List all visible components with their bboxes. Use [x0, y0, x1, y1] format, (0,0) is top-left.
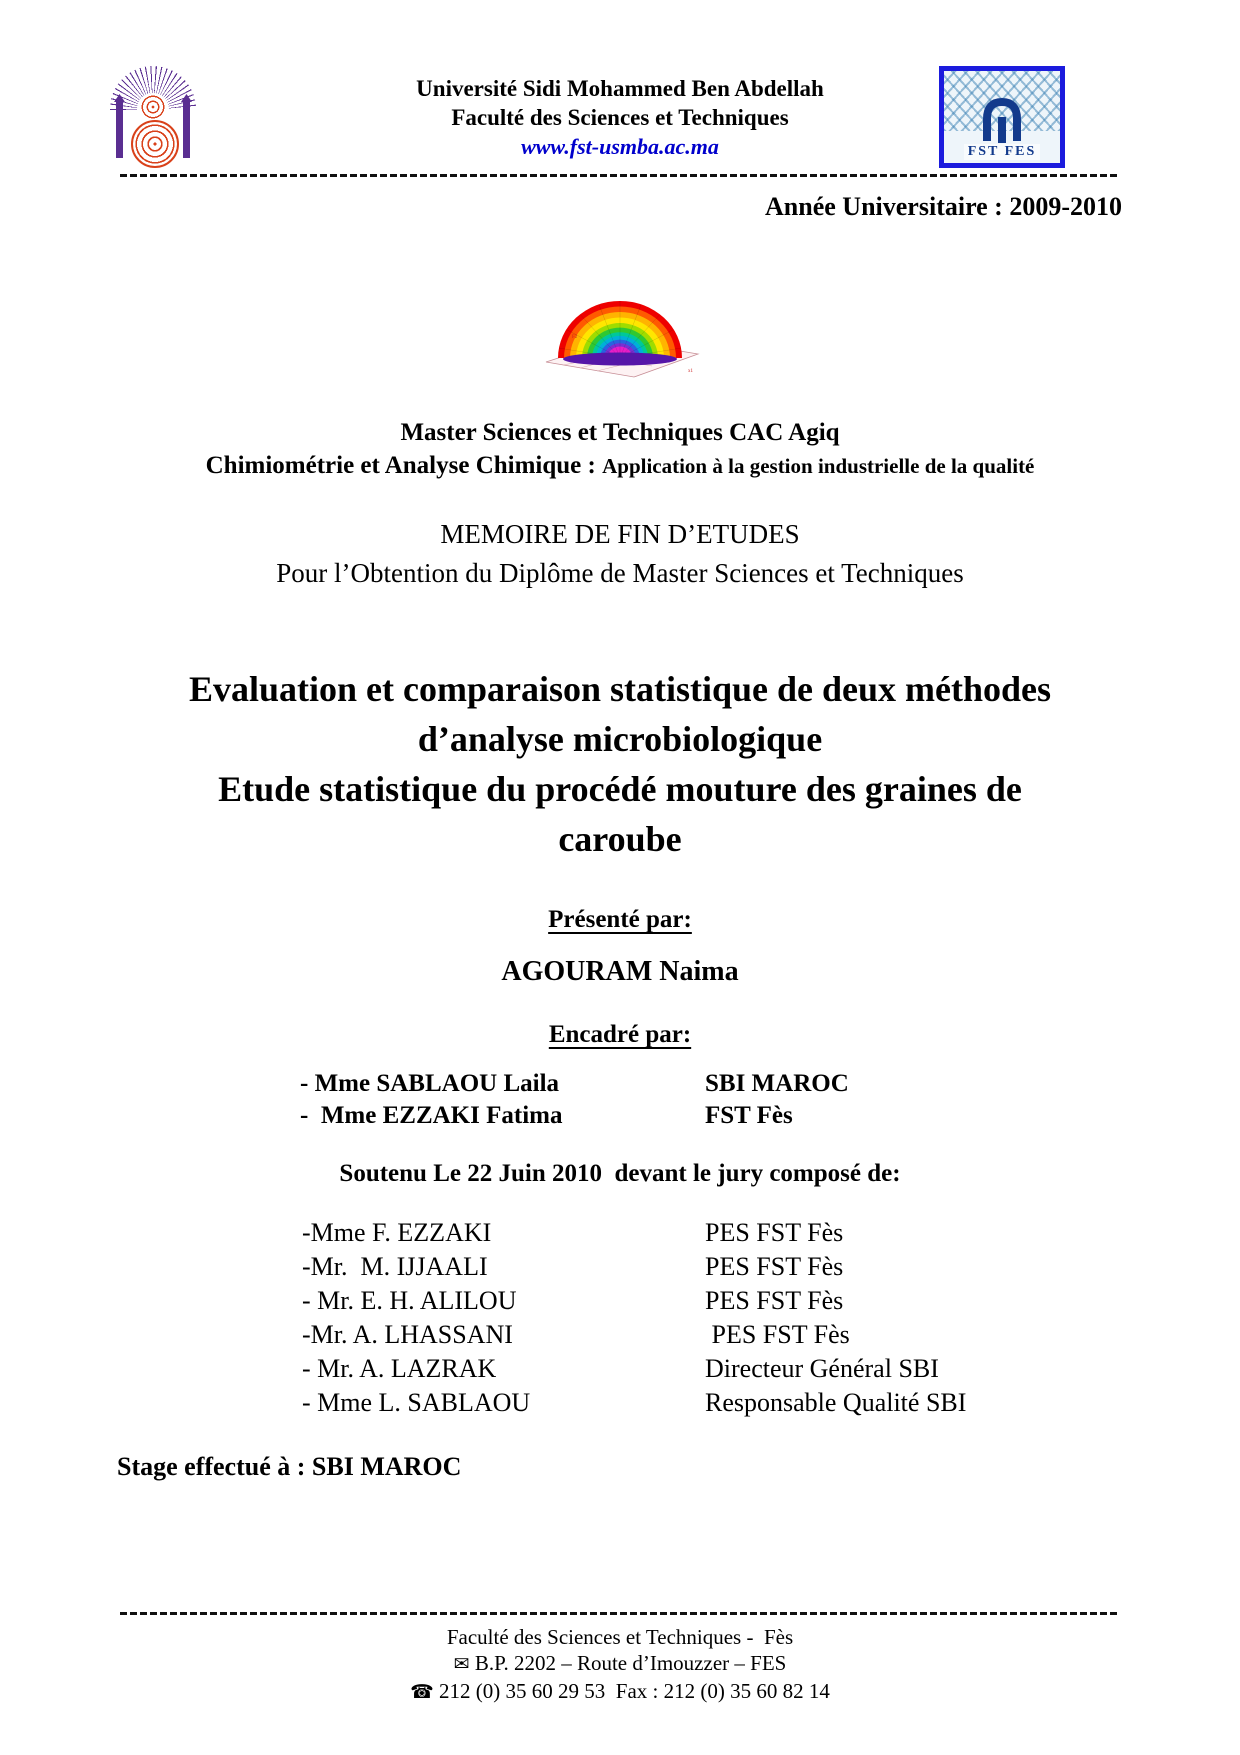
- fst-arch-icon: [975, 95, 1029, 143]
- jury-row: [302, 1286, 966, 1320]
- jury-member-name: -Mme F. EZZAKI: [302, 1218, 492, 1247]
- supervised-by-label: Encadré par:: [548, 1021, 692, 1048]
- jury-row: [302, 1320, 966, 1354]
- jury-member-name: - Mr. A. LAZRAK: [302, 1354, 497, 1383]
- faculty-name: Faculté des Sciences et Techniques: [451, 105, 789, 130]
- jury-member-role: PES FST Fès: [705, 1286, 844, 1315]
- thesis-title-line1: Evaluation et comparaison statistique de deux méthodes: [188, 669, 1052, 709]
- program-subtitle: [0, 452, 1240, 480]
- jury-list: [302, 1218, 966, 1422]
- thesis-title: [0, 664, 1240, 864]
- advisors-list: [300, 1070, 849, 1134]
- jury-member-name: -Mr. A. LHASSANI: [302, 1320, 513, 1349]
- author-name: AGOURAM Naima: [501, 956, 739, 987]
- jury-member-role: Directeur Général SBI: [705, 1354, 939, 1383]
- thesis-title-line2: d’analyse microbiologique: [417, 719, 823, 759]
- jury-row: [302, 1354, 966, 1388]
- program-title: Master Sciences et Techniques CAC Agiq: [400, 419, 840, 446]
- advisor-row: [300, 1070, 849, 1102]
- memoire-heading: MEMOIRE DE FIN D’ETUDES: [440, 519, 800, 549]
- jury-member-name: - Mme L. SABLAOU: [302, 1388, 531, 1417]
- phone-icon: ☎: [410, 1682, 434, 1703]
- jury-member-role: PES FST Fès: [705, 1218, 844, 1247]
- jury-row: [302, 1388, 966, 1422]
- advisor-name: - Mme SABLAOU Laila: [300, 1070, 560, 1097]
- thesis-title-line4: caroube: [558, 819, 682, 859]
- defense-statement: Soutenu Le 22 Juin 2010 devant le jury composé de:: [339, 1160, 901, 1187]
- jury-member-role: PES FST Fès: [705, 1320, 850, 1349]
- fst-logo-text: FST FES: [964, 144, 1041, 160]
- jury-row: [302, 1252, 966, 1286]
- program-subtitle-main: Chimiométrie et Analyse Chimique :: [205, 452, 603, 479]
- figure-x-axis-label: x1: [688, 369, 693, 374]
- mail-icon: ✉: [453, 1654, 470, 1675]
- figure-y-axis-label: F2: [572, 335, 578, 340]
- advisor-org: SBI MAROC: [705, 1070, 849, 1097]
- university-name: Université Sidi Mohammed Ben Abdellah: [416, 76, 824, 101]
- advisor-org: FST Fès: [705, 1102, 793, 1129]
- program-subtitle-detail: Application à la gestion industrielle de la qualité: [602, 454, 1035, 478]
- footer-divider: [120, 1612, 1120, 1615]
- footer-address-text: B.P. 2202 – Route d’Imouzzer – FES: [474, 1651, 787, 1675]
- fst-fes-logo: [939, 66, 1065, 168]
- footer-address-line: [0, 1650, 1240, 1678]
- footer-phone-line: [0, 1678, 1240, 1706]
- jury-member-name: -Mr. M. IJJAALI: [302, 1252, 488, 1281]
- footer-phone-text: 212 (0) 35 60 29 53 Fax : 212 (0) 35 60 82 14: [439, 1679, 830, 1703]
- internship-statement: Stage effectué à : SBI MAROC: [117, 1452, 462, 1481]
- jury-row: [302, 1218, 966, 1252]
- jury-member-role: Responsable Qualité SBI: [705, 1388, 967, 1417]
- jury-member-name: - Mr. E. H. ALILOU: [302, 1286, 517, 1315]
- presented-by-label: Présenté par:: [548, 906, 692, 933]
- website-link[interactable]: www.fst-usmba.ac.ma: [521, 134, 719, 159]
- advisor-name: - Mme EZZAKI Fatima: [300, 1102, 563, 1129]
- header-divider: [120, 174, 1120, 177]
- footer-faculty-line: Faculté des Sciences et Techniques - Fès: [446, 1625, 794, 1649]
- response-surface-figure: [542, 250, 702, 378]
- jury-member-role: PES FST Fès: [705, 1252, 844, 1281]
- advisor-row: [300, 1102, 849, 1134]
- academic-year: Année Universitaire : 2009-2010: [765, 192, 1122, 221]
- thesis-title-line3: Etude statistique du procédé mouture des graines de: [218, 769, 1022, 809]
- footer-block: [0, 1624, 1240, 1706]
- memoire-subheading: Pour l’Obtention du Diplôme de Master Sciences et Techniques: [276, 558, 964, 588]
